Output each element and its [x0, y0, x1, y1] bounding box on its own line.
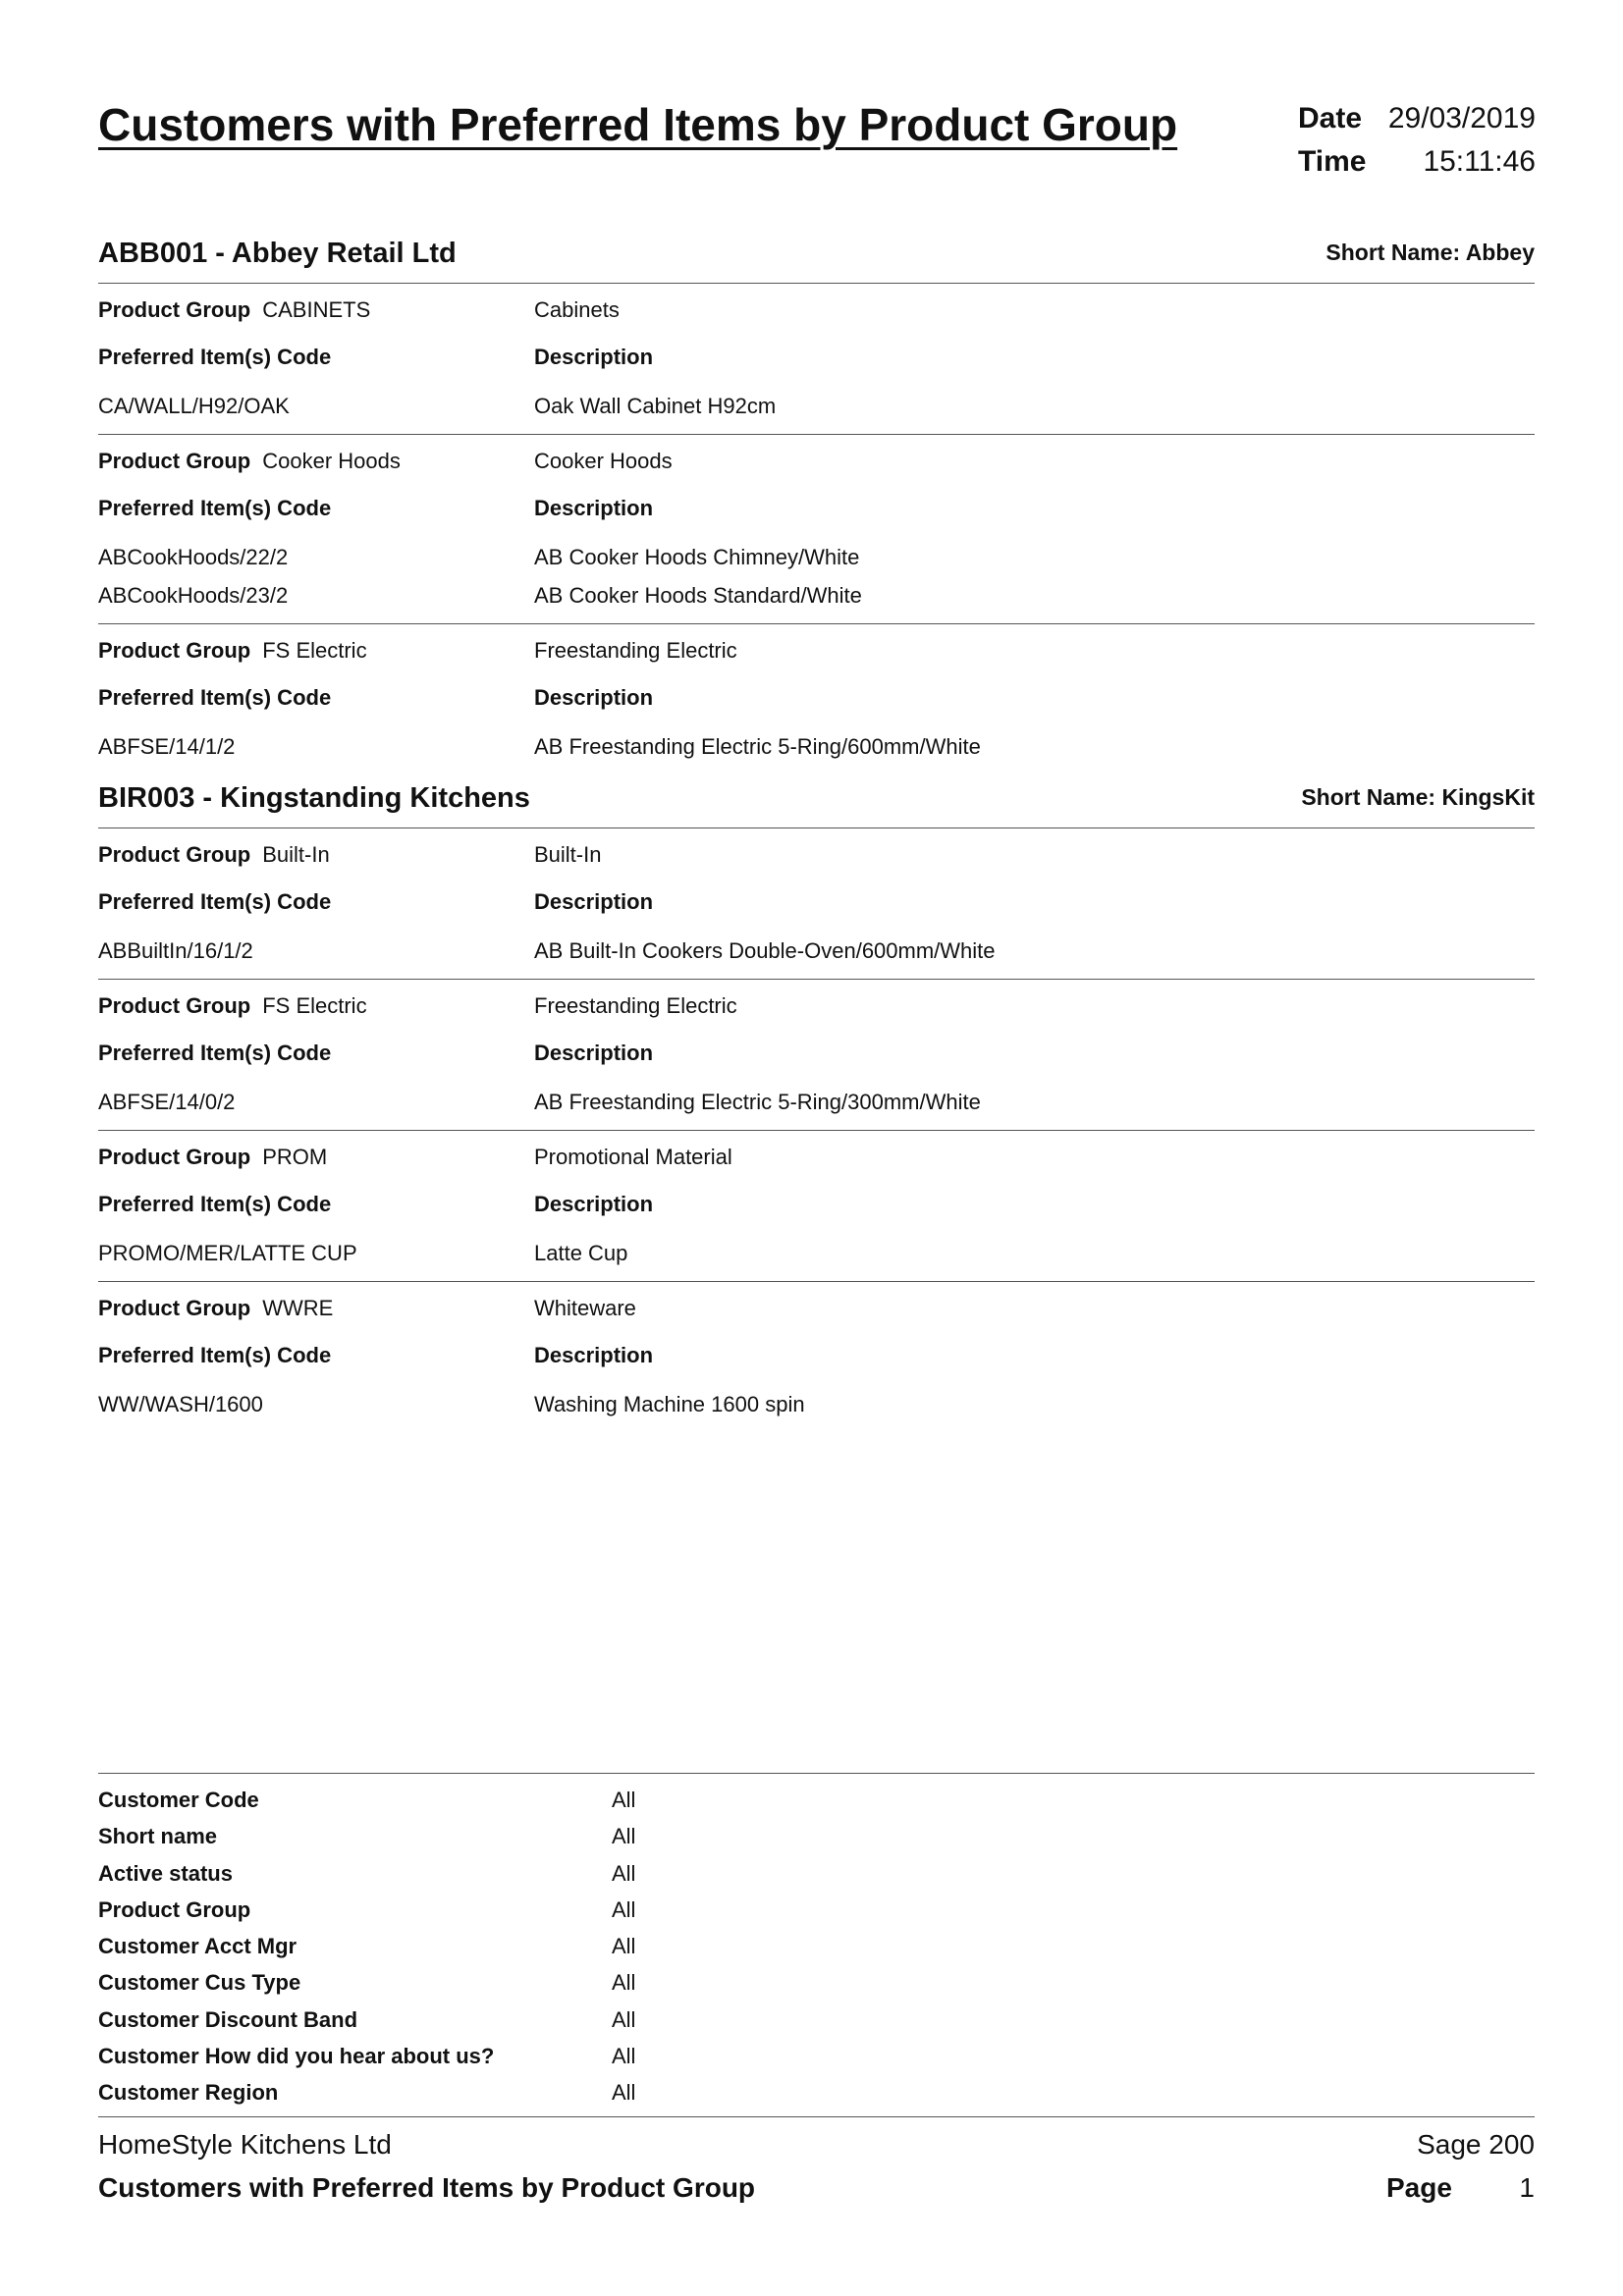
product-group-cell [98, 842, 330, 868]
product-group-label: Product Group [98, 1145, 251, 1169]
item-code: ABFSE/14/1/2 [98, 734, 236, 759]
product-group-name: Whiteware [534, 1296, 636, 1320]
product-group-row [98, 828, 1535, 883]
item-column-headers [98, 1186, 1535, 1235]
product-group-name: Freestanding Electric [534, 993, 737, 1018]
criteria-row [98, 1894, 1535, 1930]
item-code-header: Preferred Item(s) Code [98, 889, 332, 914]
criteria-value: All [612, 1970, 636, 1996]
group-spacer [98, 1273, 1535, 1281]
customer-short-name: Short Name: Abbey [1325, 240, 1535, 265]
product-group-code: WWRE [262, 1296, 334, 1320]
criteria-label: Product Group [98, 1896, 251, 1922]
item-row [98, 728, 1535, 767]
product-group-section [98, 1281, 1535, 1432]
customer-name: BIR003 - Kingstanding Kitchens [98, 782, 530, 814]
criteria-label: Customer Discount Band [98, 2006, 358, 2032]
report-footer [98, 2116, 1535, 2203]
footer-company: HomeStyle Kitchens Ltd [98, 2129, 392, 2160]
product-group-name: Freestanding Electric [534, 638, 737, 663]
product-group-section [98, 828, 1535, 979]
footer-page-number: 1 [1519, 2172, 1535, 2203]
customer-header [98, 236, 1535, 283]
item-column-headers [98, 883, 1535, 933]
product-group-cell [98, 993, 367, 1019]
item-code: ABFSE/14/0/2 [98, 1090, 236, 1114]
item-code-header: Preferred Item(s) Code [98, 685, 332, 710]
product-group-section [98, 979, 1535, 1130]
item-code-header: Preferred Item(s) Code [98, 1041, 332, 1065]
product-group-name: Cooker Hoods [534, 449, 673, 473]
item-row [98, 539, 1535, 577]
item-row [98, 1235, 1535, 1273]
criteria-label: Customer Region [98, 2080, 279, 2106]
description-header: Description [534, 1192, 654, 1216]
item-row [98, 388, 1535, 426]
criteria-list [98, 1774, 1535, 2113]
item-code: ABBuiltIn/16/1/2 [98, 938, 253, 963]
description-header: Description [534, 496, 654, 520]
item-code: WW/WASH/1600 [98, 1392, 263, 1416]
date-label: Date [1298, 102, 1363, 134]
product-group-code: Built-In [262, 842, 330, 867]
customer-name: ABB001 - Abbey Retail Ltd [98, 238, 457, 269]
item-column-headers [98, 1337, 1535, 1386]
product-group-cell [98, 297, 370, 323]
group-spacer [98, 1424, 1535, 1432]
product-group-label: Product Group [98, 297, 251, 322]
criteria-row [98, 2040, 1535, 2076]
item-code: ABCookHoods/23/2 [98, 583, 289, 608]
item-description: AB Cooker Hoods Chimney/White [534, 545, 860, 569]
item-code-header: Preferred Item(s) Code [98, 1192, 332, 1216]
product-group-row [98, 284, 1535, 339]
product-group-code: Cooker Hoods [262, 449, 401, 473]
report-date [1298, 102, 1536, 137]
product-group-section [98, 623, 1535, 774]
criteria-row [98, 1966, 1535, 2002]
item-column-headers [98, 1035, 1535, 1084]
product-group-cell [98, 1145, 327, 1170]
product-group-code: CABINETS [262, 297, 371, 322]
item-column-headers [98, 490, 1535, 539]
product-group-label: Product Group [98, 993, 251, 1018]
product-group-row [98, 435, 1535, 490]
criteria-label: Customer Cus Type [98, 1970, 301, 1996]
criteria-value: All [612, 1788, 636, 1812]
criteria-value: All [612, 2044, 636, 2069]
product-group-section [98, 434, 1535, 623]
group-spacer [98, 767, 1535, 774]
group-spacer [98, 615, 1535, 623]
criteria-value: All [612, 1934, 636, 1959]
item-row [98, 933, 1535, 971]
criteria-value: All [612, 2080, 636, 2106]
group-spacer [98, 971, 1535, 979]
report-time [1298, 145, 1536, 181]
description-header: Description [534, 889, 654, 914]
criteria-label: Active status [98, 1860, 233, 1886]
criteria-label: Customer Code [98, 1788, 259, 1812]
time-label: Time [1298, 145, 1367, 178]
footer-report-title: Customers with Preferred Items by Product Group [98, 2172, 756, 2203]
selection-criteria [98, 1773, 1535, 2113]
item-description: AB Cooker Hoods Standard/White [534, 583, 862, 608]
product-group-row [98, 980, 1535, 1035]
product-group-row [98, 624, 1535, 679]
product-group-name: Built-In [534, 842, 602, 867]
description-header: Description [534, 685, 654, 710]
criteria-row [98, 2076, 1535, 2112]
product-group-section [98, 284, 1535, 434]
product-group-row [98, 1131, 1535, 1186]
product-group-label: Product Group [98, 842, 251, 867]
criteria-row [98, 2003, 1535, 2040]
product-group-code: FS Electric [262, 638, 367, 663]
item-code-header: Preferred Item(s) Code [98, 345, 332, 369]
product-group-label: Product Group [98, 638, 251, 663]
customer-block [98, 780, 1535, 1432]
item-row [98, 1386, 1535, 1424]
item-code: ABCookHoods/22/2 [98, 545, 289, 569]
group-spacer [98, 1122, 1535, 1130]
item-row [98, 1084, 1535, 1122]
footer-software: Sage 200 [1417, 2129, 1535, 2160]
product-group-label: Product Group [98, 1296, 251, 1320]
criteria-row [98, 1930, 1535, 1966]
item-column-headers [98, 339, 1535, 388]
criteria-label: Short name [98, 1824, 218, 1849]
item-description: Oak Wall Cabinet H92cm [534, 394, 777, 418]
item-code-header: Preferred Item(s) Code [98, 1343, 332, 1367]
customer-block [98, 236, 1535, 774]
item-row [98, 577, 1535, 615]
customer-short-name: Short Name: KingsKit [1301, 784, 1535, 810]
product-group-cell [98, 449, 401, 474]
product-group-cell [98, 1296, 333, 1321]
report-title: Customers with Preferred Items by Product Group [98, 99, 1178, 150]
item-description: Latte Cup [534, 1241, 628, 1265]
description-header: Description [534, 1041, 654, 1065]
product-group-section [98, 1130, 1535, 1281]
product-group-cell [98, 638, 367, 664]
product-group-row [98, 1282, 1535, 1337]
item-code: CA/WALL/H92/OAK [98, 394, 290, 418]
product-group-name: Promotional Material [534, 1145, 732, 1169]
criteria-value: All [612, 1824, 636, 1849]
item-description: AB Freestanding Electric 5-Ring/600mm/White [534, 734, 981, 759]
product-group-name: Cabinets [534, 297, 620, 322]
item-description: AB Freestanding Electric 5-Ring/300mm/White [534, 1090, 981, 1114]
time-value: 15:11:46 [1423, 145, 1536, 178]
item-description: AB Built-In Cookers Double-Oven/600mm/White [534, 938, 996, 963]
item-code-header: Preferred Item(s) Code [98, 496, 332, 520]
item-description: Washing Machine 1600 spin [534, 1392, 805, 1416]
group-spacer [98, 426, 1535, 434]
product-group-code: PROM [262, 1145, 328, 1169]
criteria-value: All [612, 1860, 636, 1886]
criteria-label: Customer Acct Mgr [98, 1934, 298, 1959]
report-body [98, 236, 1535, 1432]
customer-header [98, 780, 1535, 828]
item-column-headers [98, 679, 1535, 728]
description-header: Description [534, 345, 654, 369]
product-group-label: Product Group [98, 449, 251, 473]
date-value: 29/03/2019 [1387, 102, 1536, 134]
criteria-row [98, 1857, 1535, 1894]
criteria-row [98, 1784, 1535, 1820]
criteria-value: All [612, 2006, 636, 2032]
criteria-row [98, 1820, 1535, 1856]
criteria-value: All [612, 1896, 636, 1922]
item-code: PROMO/MER/LATTE CUP [98, 1241, 357, 1265]
criteria-label: Customer How did you hear about us? [98, 2044, 495, 2069]
footer-page-label: Page [1386, 2172, 1452, 2203]
product-group-code: FS Electric [262, 993, 367, 1018]
description-header: Description [534, 1343, 654, 1367]
